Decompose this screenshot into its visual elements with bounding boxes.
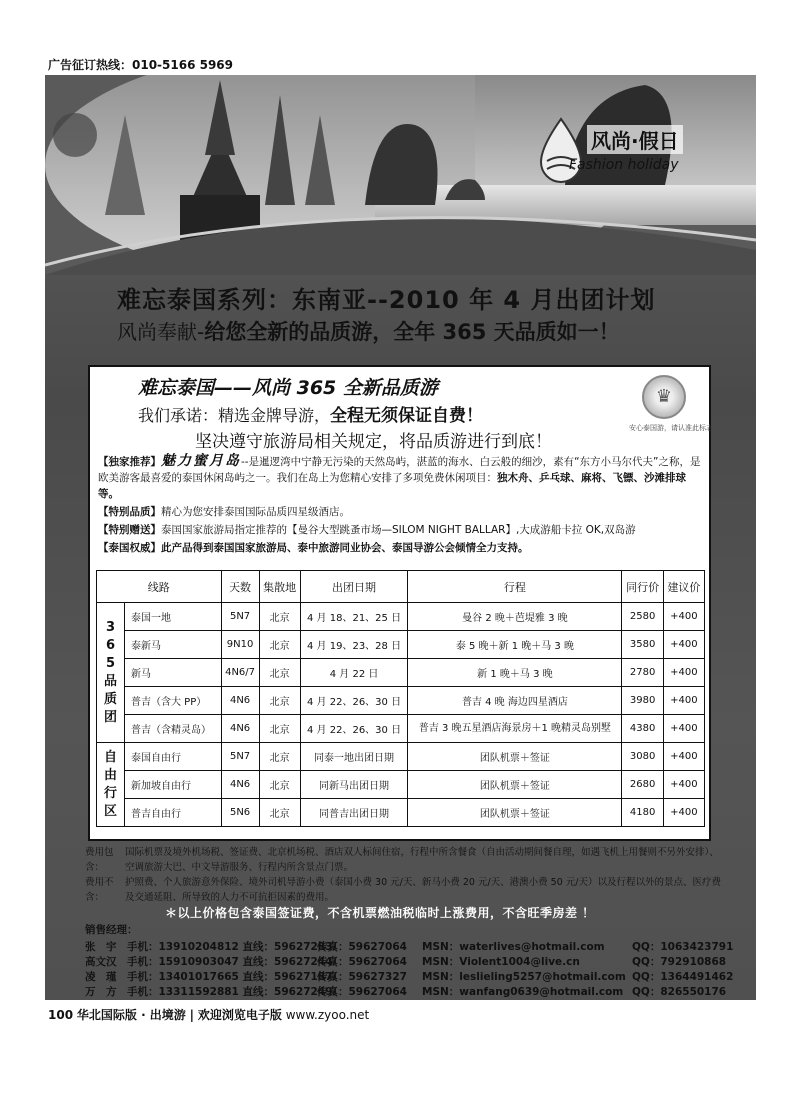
- contact-msn[interactable]: MSN：waterlives@hotmail.com: [422, 941, 605, 953]
- cell-dates: 4 月 22、26、30 日: [300, 687, 408, 715]
- group-label-quality: 3 6 5 品 质 团: [97, 603, 125, 743]
- contact-phone: 手机：15910903047 直线：59627244/: [127, 956, 337, 968]
- cell-route: 泰国一地: [125, 603, 222, 631]
- cell-departure-city: 北京: [259, 659, 300, 687]
- feature-quality: 【特别品质】精心为您安排泰国国际品质四星级酒店。: [98, 506, 350, 518]
- col-itinerary: 行程: [408, 571, 622, 603]
- advertisement: [45, 75, 756, 1000]
- table-row: [97, 715, 705, 743]
- cell-days: 4N6: [221, 771, 259, 799]
- col-route: 线路: [97, 571, 222, 603]
- cell-trade-price: 3580: [622, 631, 663, 659]
- promise-line: 我们承诺：精选金牌导游，全程无须保证自费！: [138, 406, 484, 426]
- feature-gift: 【特别赠送】泰国国家旅游局指定推荐的【曼谷大型跳蚤市场—SILOM NIGHT BALLAR】,大成游船卡拉 OK,双岛游: [98, 524, 636, 536]
- cell-itinerary: 泰 5 晚＋新 1 晚＋马 3 晚: [408, 631, 622, 659]
- cell-departure-city: 北京: [259, 603, 300, 631]
- contact-name: 凌 瑾: [85, 971, 117, 983]
- col-days: 天数: [221, 571, 259, 603]
- headline: 难忘泰国系列：东南亚--2010 年 4 月出团计划: [117, 286, 656, 314]
- cell-dates: 4 月 22、26、30 日: [300, 715, 408, 743]
- footer-url[interactable]: www.zyoo.net: [285, 1008, 370, 1022]
- cell-departure-city: 北京: [259, 771, 300, 799]
- col-departure-city: 集散地: [259, 571, 300, 603]
- brand-logo-icon: [531, 117, 591, 187]
- contact-name: 张 宇: [85, 941, 117, 953]
- cell-itinerary: 普吉 3 晚五星酒店海景房＋1 晚精灵岛别墅: [408, 715, 622, 743]
- brand-logo-en: Fashion holiday: [569, 157, 679, 173]
- cell-trade-price: 4380: [622, 715, 663, 743]
- cell-departure-city: 北京: [259, 631, 300, 659]
- cell-route: 新加坡自由行: [125, 771, 222, 799]
- fee-excluded: 费用不含： 护照费、个人旅游意外保险、境外司机导游小费（泰国小费 30 元/天、新马小费 20 元/天、港澳小费 50 元/天）以及行程以外的景点、医疗费及交通延阻、所导致的人力不可抗拒因素的费用。: [85, 877, 721, 903]
- contacts-heading: 销售经理：: [85, 924, 138, 936]
- cell-suggested-price: +400: [663, 715, 704, 743]
- cell-itinerary: 普吉 4 晚 海边四星酒店: [408, 687, 622, 715]
- table-header-row: [97, 571, 705, 603]
- cell-dates: 同普吉出团日期: [300, 799, 408, 827]
- cell-suggested-price: +400: [663, 743, 704, 771]
- cell-suggested-price: +400: [663, 603, 704, 631]
- itinerary-panel: [88, 365, 711, 841]
- col-trade-price: 同行价: [622, 571, 663, 603]
- cell-route: 普吉自由行: [125, 799, 222, 827]
- contact-name: 万 方: [85, 986, 117, 998]
- cell-suggested-price: +400: [663, 771, 704, 799]
- contact-msn[interactable]: MSN：Violent1004@live.cn: [422, 956, 580, 968]
- cell-departure-city: 北京: [259, 799, 300, 827]
- cell-trade-price: 2580: [622, 603, 663, 631]
- contact-fax: 传真：59627064: [317, 956, 407, 968]
- contact-name: 高文汉: [85, 956, 117, 968]
- feature-authority: 【泰国权威】此产品得到泰国国家旅游局、泰中旅游同业协会、泰国导游公会倾情全力支持。: [98, 542, 529, 554]
- cell-dates: 4 月 22 日: [300, 659, 408, 687]
- page-footer: [48, 1006, 369, 1023]
- cell-days: 5N7: [221, 603, 259, 631]
- table-row: [97, 687, 705, 715]
- feature-exclusive: 【独家推荐】魅力蜜月岛--是暹逻湾中宁静无污染的天然岛屿，湛蓝的海水、白云般的细沙，素有“东方小马尔代夫”之称，是欧美游客最喜爱的泰国休闲岛屿之一。我们在岛上为您精心安排了多项免费休闲项目：独木舟、乒乓球、麻将、飞镖、沙滩排球等。: [98, 453, 701, 500]
- contact-row: [85, 939, 735, 954]
- cell-suggested-price: +400: [663, 799, 704, 827]
- cell-suggested-price: +400: [663, 631, 704, 659]
- sales-contacts: [85, 922, 735, 999]
- brand-logo: [531, 117, 711, 187]
- col-suggested-price: 建议价: [663, 571, 704, 603]
- cell-days: 5N7: [221, 743, 259, 771]
- contact-qq: QQ：1364491462: [632, 971, 734, 983]
- quality-seal: [629, 375, 713, 433]
- cell-suggested-price: +400: [663, 687, 704, 715]
- cell-route: 泰新马: [125, 631, 222, 659]
- col-dates: 出团日期: [300, 571, 408, 603]
- cell-route: 泰国自由行: [125, 743, 222, 771]
- cell-departure-city: 北京: [259, 687, 300, 715]
- contact-msn[interactable]: MSN：leslieling5257@hotmail.com: [422, 971, 626, 983]
- panel-title: 难忘泰国——风尚 365 全新品质游: [138, 377, 438, 399]
- table-row: [97, 743, 705, 771]
- cell-days: 4N6: [221, 715, 259, 743]
- fee-notes: [85, 845, 725, 905]
- cell-trade-price: 2780: [622, 659, 663, 687]
- cell-days: 9N10: [221, 631, 259, 659]
- seal-caption: 安心泰国游，请认准此标志: [629, 424, 713, 432]
- brand-logo-cn: 风尚·假日: [587, 125, 683, 154]
- cell-itinerary: 团队机票＋签证: [408, 743, 622, 771]
- contact-row: [85, 969, 735, 984]
- cell-departure-city: 北京: [259, 743, 300, 771]
- cell-trade-price: 2680: [622, 771, 663, 799]
- cell-trade-price: 3080: [622, 743, 663, 771]
- table-row: [97, 659, 705, 687]
- tour-price-table: [96, 570, 705, 827]
- group-label-free: 自 由 行 区: [97, 743, 125, 827]
- subheadline: 风尚奉献-给您全新的品质游，全年 365 天品质如一！: [117, 320, 620, 344]
- table-row: [97, 603, 705, 631]
- cell-dates: 4 月 19、23、28 日: [300, 631, 408, 659]
- cell-itinerary: 团队机票＋签证: [408, 771, 622, 799]
- cell-route: 普吉（含精灵岛）: [125, 715, 222, 743]
- fee-included: 费用包含： 国际机票及境外机场税、签证费、北京机场税、酒店双人标间住宿，行程中所含餐食（自由活动期间餐自理，如遇飞机上用餐则不另外安排）、空调旅游大巴、中文导游服务、行程内所含景点门票。: [85, 847, 719, 873]
- contact-qq: QQ：792910868: [632, 956, 727, 968]
- contact-fax: 传真：59627064: [317, 986, 407, 998]
- promise-line-2: 坚决遵守旅游局相关规定，将品质游进行到底！: [195, 432, 552, 452]
- cell-days: 4N6/7: [221, 659, 259, 687]
- publication-name: 华北国际版 · 出境游: [76, 1008, 186, 1022]
- cell-dates: 同新马出团日期: [300, 771, 408, 799]
- contact-fax: 传真：59627327: [317, 971, 407, 983]
- cell-suggested-price: +400: [663, 659, 704, 687]
- cell-dates: 4 月 18、21、25 日: [300, 603, 408, 631]
- cell-trade-price: 3980: [622, 687, 663, 715]
- cell-days: 5N6: [221, 799, 259, 827]
- cell-trade-price: 4180: [622, 799, 663, 827]
- contact-msn[interactable]: MSN：wanfang0639@hotmail.com: [422, 986, 624, 998]
- cell-itinerary: 曼谷 2 晚＋芭堤雅 3 晚: [408, 603, 622, 631]
- contact-fax: 传真：59627064: [317, 941, 407, 953]
- cell-itinerary: 团队机票＋签证: [408, 799, 622, 827]
- hero-photo-collage: [45, 75, 756, 275]
- seal-icon: ♛: [642, 375, 686, 419]
- cell-itinerary: 新 1 晚＋马 3 晚: [408, 659, 622, 687]
- contact-phone: 手机：13401017665 直线：59627187/: [127, 971, 337, 983]
- contact-qq: QQ：1063423791: [632, 941, 734, 953]
- page-number: 100: [48, 1008, 74, 1022]
- table-row: [97, 771, 705, 799]
- contact-row: [85, 984, 735, 999]
- footer-slogan: 欢迎浏览电子版: [197, 1008, 282, 1022]
- table-row: [97, 799, 705, 827]
- cell-departure-city: 北京: [259, 715, 300, 743]
- cell-dates: 同泰一地出团日期: [300, 743, 408, 771]
- cell-days: 4N6: [221, 687, 259, 715]
- contact-qq: QQ：826550176: [632, 986, 727, 998]
- price-notice-banner: ＊以上价格包含泰国签证费，不含机票燃油税临时上涨费用，不含旺季房差 ！: [165, 906, 595, 920]
- contact-phone: 手机：13311592881 直线：59627249/: [127, 986, 337, 998]
- ad-hotline: 广告征订热线：010-5166 5969: [48, 58, 234, 72]
- contact-row: [85, 954, 735, 969]
- contact-phone: 手机：13910204812 直线：59627283/: [127, 941, 337, 953]
- footer-separator: |: [189, 1008, 195, 1022]
- cell-route: 普吉（含大 PP）: [125, 687, 222, 715]
- cell-route: 新马: [125, 659, 222, 687]
- table-row: [97, 631, 705, 659]
